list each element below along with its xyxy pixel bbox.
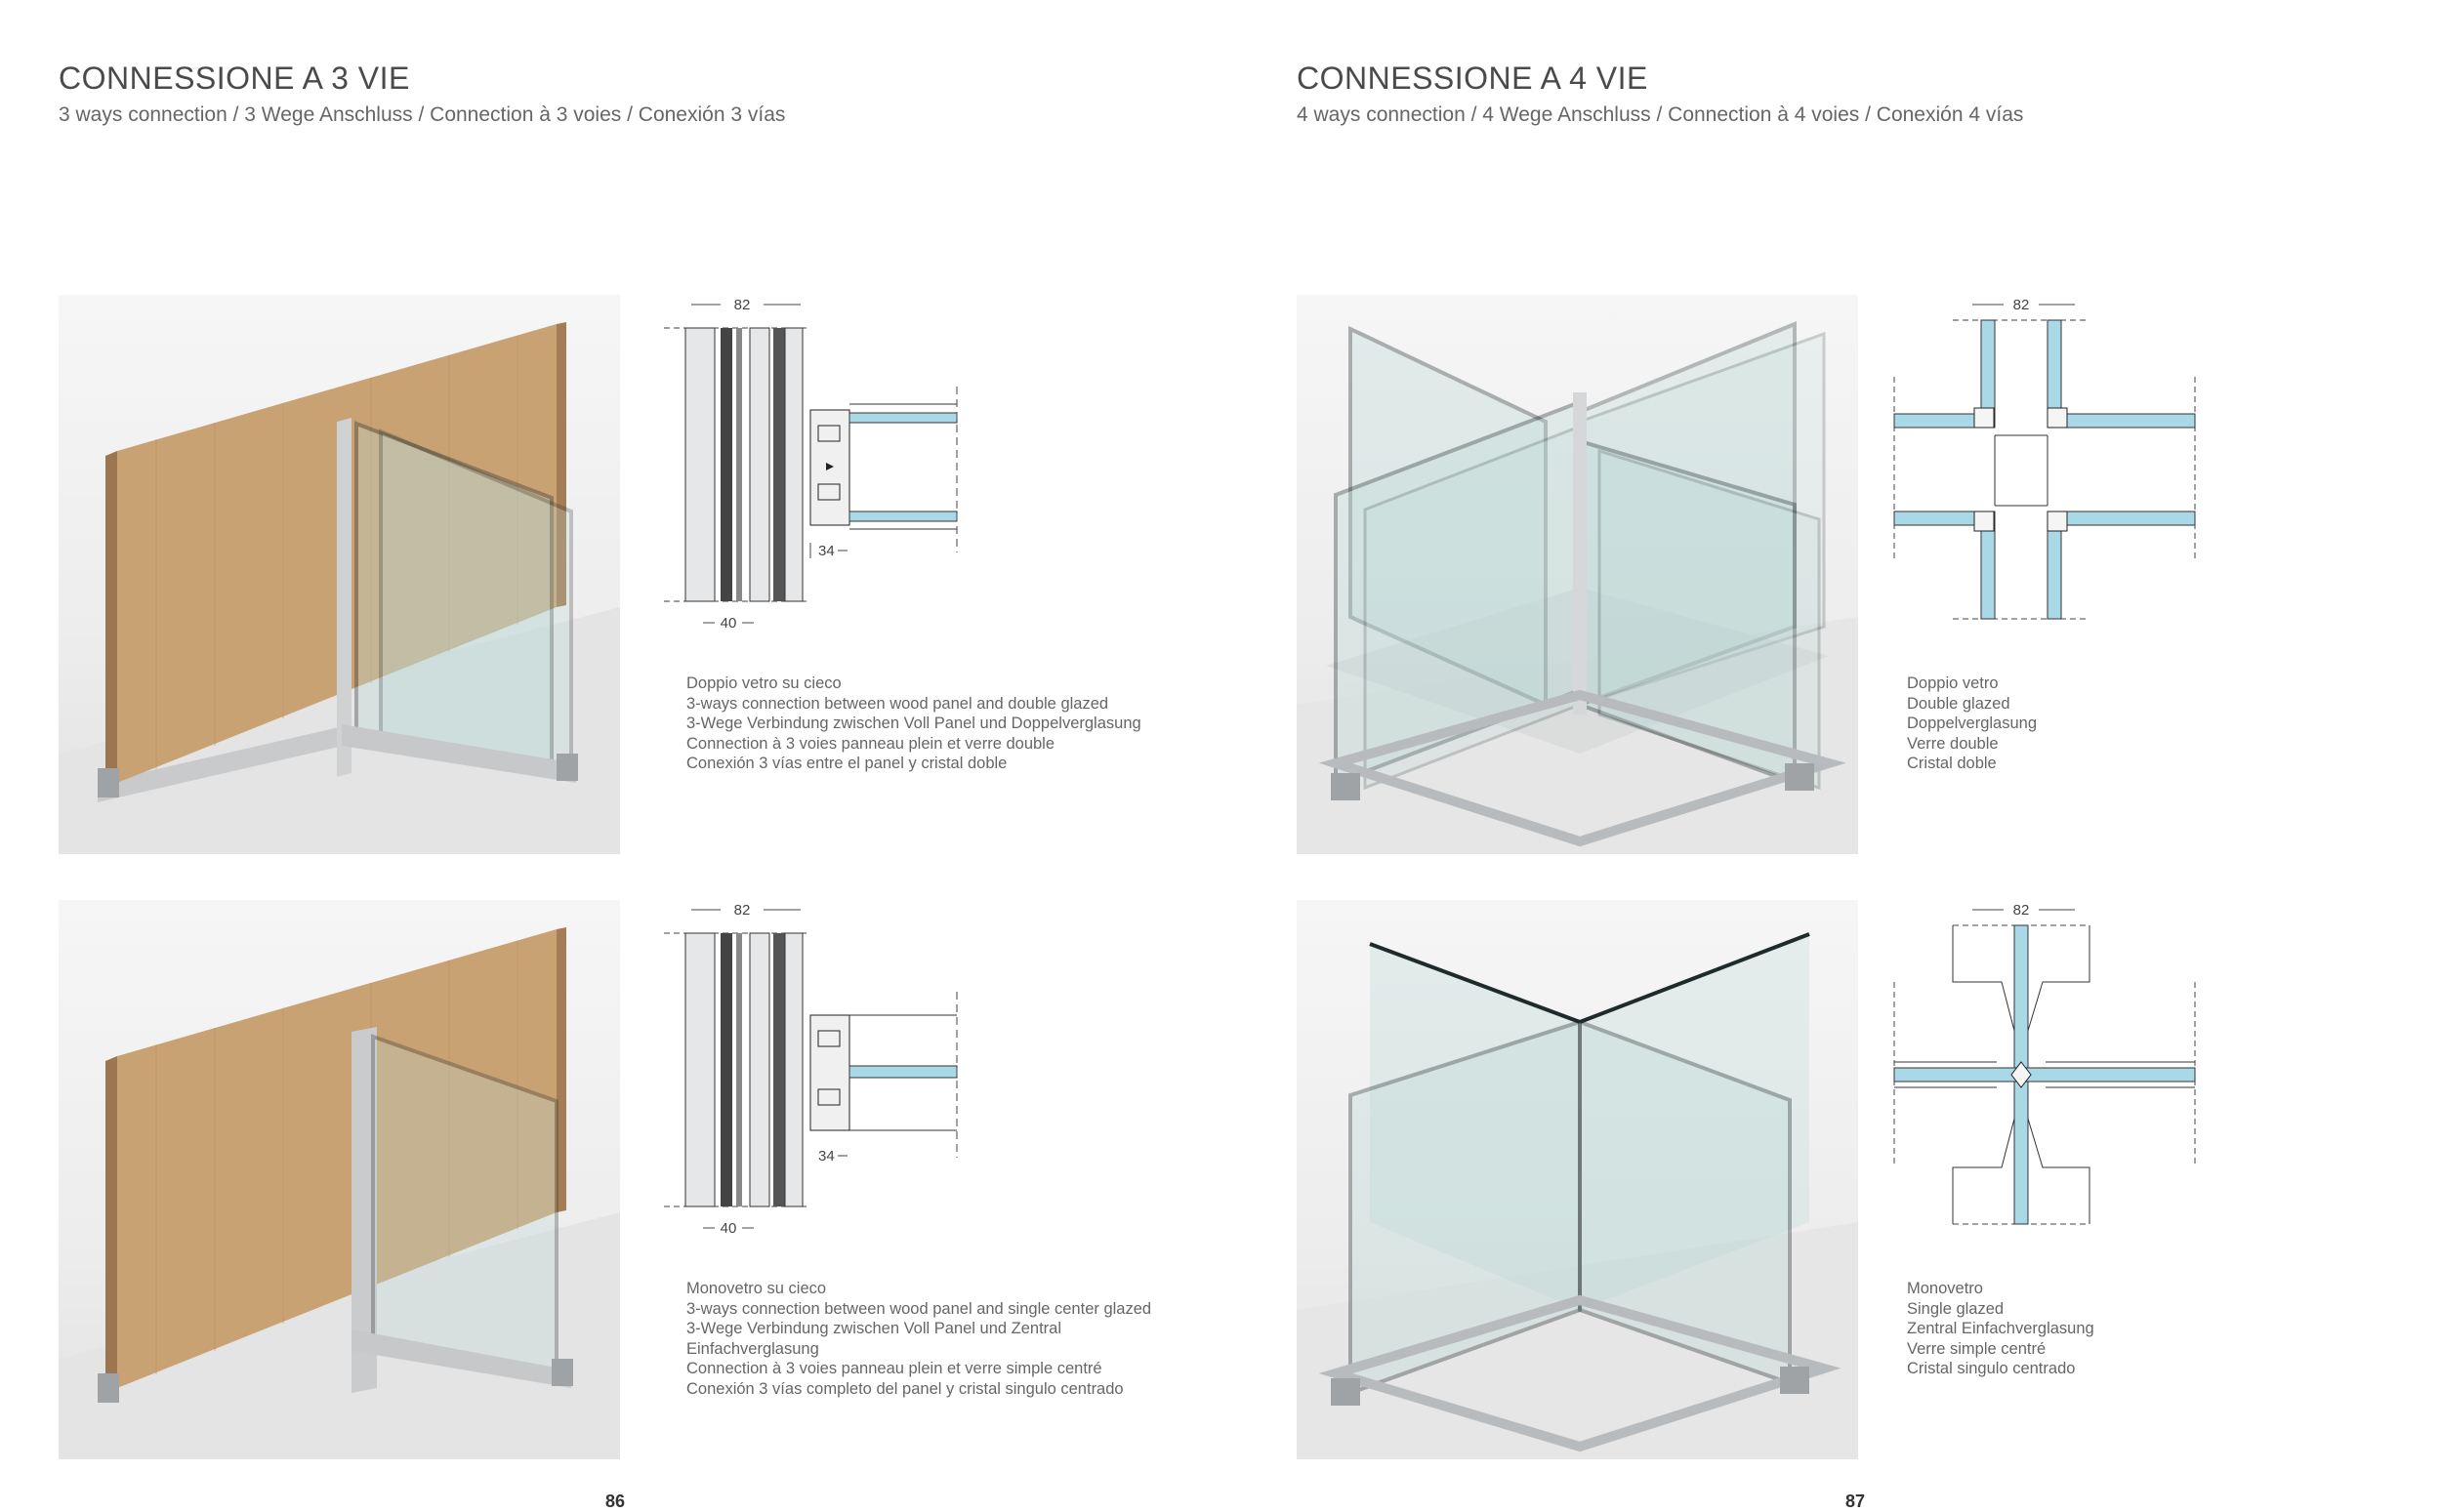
caption-line: Verre simple centré — [1907, 1339, 2047, 1358]
wood-single-glazed-render — [59, 900, 620, 1459]
caption-line: Doppelverglasung — [1907, 715, 2038, 732]
section-drawing-double-glazed — [664, 289, 996, 640]
four-way-single-glazed-render — [1297, 900, 1858, 1459]
caption-line: Monovetro — [1907, 1280, 1983, 1297]
caption-line: Zentral Einfachverglasung — [1907, 1320, 2094, 1337]
right-page — [1220, 0, 2441, 1511]
dim-bottom-label: 40 — [720, 615, 737, 632]
dim-top-label: 82 — [2012, 902, 2030, 919]
caption-line: Cristal doble — [1907, 755, 1997, 772]
dim-bottom-label: 40 — [720, 1220, 737, 1237]
page-number: 86 — [605, 1492, 626, 1511]
dim-right-label: 34 — [818, 1148, 835, 1165]
photo-wood-double-glazed — [59, 295, 620, 854]
dim-top-label: 82 — [733, 297, 751, 313]
plan-drawing-single-glazed — [1884, 894, 2216, 1246]
caption-line: Connection à 3 voies panneau plein et verre double — [686, 734, 1055, 753]
photo-four-way-single-glazed — [1297, 900, 1858, 1459]
page-subtitle: 4 ways connection / 4 Wege Anschluss / Connection à 4 voies / Conexión 4 vías — [1297, 103, 2024, 126]
page-title: CONNESSIONE A 4 VIE — [1297, 61, 1648, 96]
section-drawing-single-glazed — [664, 894, 996, 1246]
caption-line: Conexión 3 vías entre el panel y cristal doble — [686, 755, 1008, 772]
page-number: 87 — [1845, 1492, 1866, 1511]
photo-four-way-double-glazed — [1297, 295, 1858, 854]
caption-line: Einfachverglasung — [686, 1339, 819, 1358]
caption-line: Verre double — [1907, 734, 1999, 753]
caption-line: 3-ways connection between wood panel and double glazed — [686, 694, 1109, 713]
caption-four-way-single — [1907, 1279, 2094, 1379]
page-subtitle: 3 ways connection / 3 Wege Anschluss / Connection à 3 voies / Conexión 3 vías — [59, 103, 786, 126]
caption-line: Monovetro su cieco — [686, 1280, 827, 1297]
left-page — [0, 0, 1220, 1511]
dim-top-label: 82 — [2012, 297, 2030, 313]
wood-double-glazed-render — [59, 295, 620, 854]
four-way-double-glazed-render — [1297, 295, 1858, 854]
caption-line: Double glazed — [1907, 694, 2010, 713]
caption-double-glazed — [686, 674, 1141, 774]
caption-line: Connection à 3 voies panneau plein et verre simple centré — [686, 1360, 1102, 1377]
caption-line: Cristal singulo centrado — [1907, 1360, 2076, 1377]
caption-line: Conexión 3 vías completo del panel y cristal singulo centrado — [686, 1379, 1124, 1398]
caption-line: 3-Wege Verbindung zwischen Voll Panel und Zentral — [686, 1320, 1062, 1337]
plan-drawing-double-glazed — [1884, 289, 2216, 640]
caption-line: Doppio vetro su cieco — [686, 674, 842, 692]
caption-line: 3-Wege Verbindung zwischen Voll Panel und Doppelverglasung — [686, 715, 1141, 732]
caption-line: 3-ways connection between wood panel and single center glazed — [686, 1299, 1152, 1318]
caption-line: Doppio vetro — [1907, 674, 1999, 692]
page-title: CONNESSIONE A 3 VIE — [59, 61, 410, 96]
caption-single-glazed — [686, 1279, 1151, 1399]
photo-wood-single-glazed — [59, 900, 620, 1459]
dim-right-label: 34 — [818, 543, 835, 559]
caption-line: Single glazed — [1907, 1299, 2005, 1318]
caption-four-way-double — [1907, 674, 2037, 774]
dim-top-label: 82 — [733, 902, 751, 919]
